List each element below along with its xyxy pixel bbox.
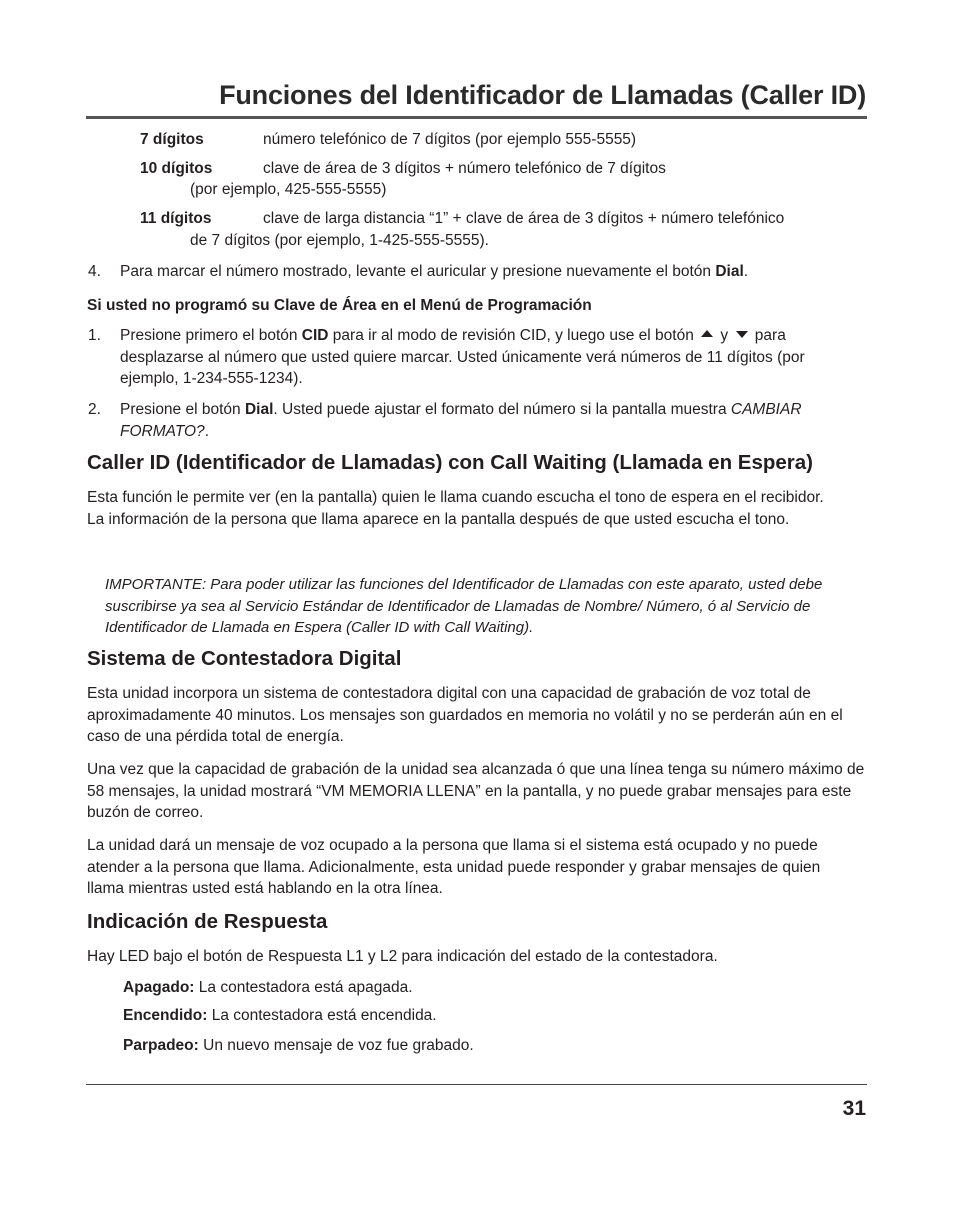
indicator-state-on: Encendido: La contestadora está encendida. — [123, 1007, 437, 1024]
header-divider — [86, 116, 867, 119]
subheading-no-area-code: Si usted no programó su Clave de Área en el Menú de Programación — [87, 297, 592, 314]
section-heading-call-waiting: Caller ID (Identificador de Llamadas) con Call Waiting (Llamada en Espera) — [87, 451, 814, 474]
section-heading-indicator: Indicación de Respuesta — [87, 910, 328, 933]
format-term-10: 10 dígitos — [140, 160, 213, 177]
format-desc-11: clave de larga distancia “1” + clave de área de 3 dígitos + número telefónico — [263, 210, 785, 227]
format-term-7: 7 dígitos — [140, 131, 204, 148]
format-cont-10: (por ejemplo, 425-555-5555) — [190, 181, 387, 198]
answering-system-paragraph-2: Una vez que la capacidad de grabación de la unidad sea alcanzada ó que una línea tenga su número máximo de 58 mensajes, la unidad mostrará “VM MEMORIA LLENA” en la pantalla, y no puede grabar mensajes para este buzón de correo. — [87, 761, 865, 821]
indicator-state-off: Apagado: La contestadora está apagada. — [123, 979, 413, 996]
format-desc-10: clave de área de 3 dígitos + número telefónico de 7 dígitos — [263, 160, 666, 177]
indicator-state-blinking: Parpadeo: Un nuevo mensaje de voz fue grabado. — [123, 1037, 474, 1054]
step-2-number: 2. — [88, 401, 101, 418]
footer-divider — [86, 1084, 867, 1085]
important-note: IMPORTANTE: Para poder utilizar las funciones del Identificador de Llamadas con este aparato, usted debe suscribirse ya sea al Servicio Estándar de Identificador de Llamadas de Nombre/ Número, ó al Servicio de Identificador de Llamada en Espera (Caller ID with Call Waiting). — [105, 576, 823, 636]
page-title: Funciones del Identificador de Llamadas (Caller ID) — [219, 80, 866, 110]
step-2-text: Presione el botón Dial. Usted puede ajustar el formato del número si la pantalla muestra CAMBIAR FORMATO?. — [120, 401, 802, 440]
step-1-number: 1. — [88, 327, 101, 344]
format-term-11: 11 dígitos — [140, 210, 212, 227]
format-cont-11: de 7 dígitos (por ejemplo, 1-425-555-5555). — [190, 232, 489, 249]
step-4-number: 4. — [88, 263, 101, 280]
format-desc-7: número telefónico de 7 dígitos (por ejemplo 555-5555) — [263, 131, 637, 148]
answering-system-paragraph-1: Esta unidad incorpora un sistema de contestadora digital con una capacidad de grabación de voz total de aproximadamente 40 minutos. Los mensajes son guardados en memoria no volátil y no se perderán aún en el caso de una pérdida total de energía. — [87, 685, 843, 745]
step-4-text: Para marcar el número mostrado, levante el auricular y presione nuevamente el botón Dial. — [120, 263, 749, 280]
page-number: 31 — [842, 1097, 866, 1120]
section-heading-answering-system: Sistema de Contestadora Digital — [87, 647, 402, 670]
answering-system-paragraph-3: La unidad dará un mensaje de voz ocupado a la persona que llama si el sistema está ocupado y no puede atender a la persona que llama. Adicionalmente, esta unidad puede responder y grabar mensajes de quien llama mientras usted está hablando en la otra línea. — [87, 837, 821, 897]
indicator-intro: Hay LED bajo el botón de Respuesta L1 y L2 para indicación del estado de la contestadora. — [87, 948, 718, 965]
step-1-text: Presione primero el botón CID para ir al modo de revisión CID, y luego use el botón y para desplazarse al número que usted quiere marcar. Usted únicamente verá números de 11 dígitos (por ejemplo, 1-234-555-1234). — [120, 327, 805, 387]
call-waiting-paragraph: Esta función le permite ver (en la pantalla) quien le llama cuando escucha el tono de espera en el recibidor. La información de la persona que llama aparece en la pantalla después de que usted escucha el tono. — [87, 489, 824, 528]
up-arrow-icon — [701, 330, 713, 337]
down-arrow-icon — [736, 331, 748, 338]
